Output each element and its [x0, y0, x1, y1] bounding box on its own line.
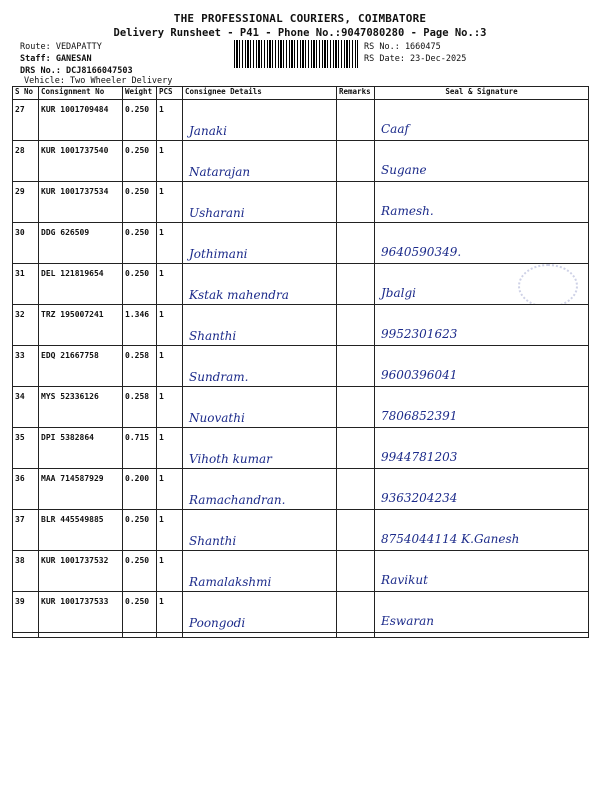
- runsheet-subtitle: Delivery Runsheet - P41 - Phone No.:9047080280 - Page No.:3: [113, 27, 487, 39]
- consignee-cell: [183, 264, 337, 305]
- sno-cell: [13, 100, 39, 141]
- weight-cell: [123, 305, 157, 346]
- consignment-value: DEL 121819654: [41, 269, 104, 278]
- weight-value: 0.250: [125, 187, 150, 196]
- weight-value: 0.250: [125, 228, 150, 237]
- consignment-value: BLR 445549885: [41, 515, 104, 524]
- seal-cell: [375, 551, 589, 592]
- consignee-cell: [183, 510, 337, 551]
- sno-value: 38: [15, 556, 25, 565]
- pcs-cell: [157, 141, 183, 182]
- remarks-cell: [337, 141, 375, 182]
- company-title: THE PROFESSIONAL COURIERS, COIMBATORE: [173, 12, 427, 25]
- consignment-cell: [39, 305, 123, 346]
- col-header-seal: Seal & Signature: [375, 87, 589, 100]
- pcs-cell: [157, 223, 183, 264]
- pcs-cell: [157, 428, 183, 469]
- consignee-cell: [183, 223, 337, 264]
- route-label: Route: VEDAPATTY: [20, 42, 102, 52]
- sno-value: 27: [15, 105, 25, 114]
- consignment-value: KUR 1001709484: [41, 105, 109, 114]
- table-row: [13, 346, 589, 387]
- weight-value: 0.250: [125, 146, 150, 155]
- consignment-cell: [39, 223, 123, 264]
- consignment-value: MAA 714587929: [41, 474, 104, 483]
- pcs-value: 1: [159, 105, 164, 114]
- table-row: [13, 264, 589, 305]
- seal-cell: [375, 387, 589, 428]
- seal-cell: [375, 346, 589, 387]
- sno-value: 32: [15, 310, 25, 319]
- seal-value: Ramesh.: [381, 204, 434, 218]
- pcs-value: 1: [159, 187, 164, 196]
- sno-cell: [13, 387, 39, 428]
- consignment-cell: [39, 428, 123, 469]
- consignment-cell: [39, 182, 123, 223]
- sno-cell: [13, 551, 39, 592]
- seal-cell: [375, 141, 589, 182]
- drs-number: DRS No.: DCJ8166047503: [20, 66, 133, 76]
- weight-cell: [123, 223, 157, 264]
- seal-cell: [375, 223, 589, 264]
- consignment-value: DPI 5382864: [41, 433, 94, 442]
- sno-value: 31: [15, 269, 25, 278]
- seal-value: 8754044114 K.Ganesh: [381, 532, 520, 546]
- col-header-consignment: Consignment No: [39, 87, 123, 100]
- consignment-cell: [39, 510, 123, 551]
- consignment-value: KUR 1001737533: [41, 597, 109, 606]
- pcs-cell: [157, 346, 183, 387]
- consignment-value: MYS 52336126: [41, 392, 99, 401]
- empty-cell: [157, 633, 183, 638]
- remarks-cell: [337, 592, 375, 633]
- consignee-cell: [183, 428, 337, 469]
- consignment-cell: [39, 100, 123, 141]
- remarks-cell: [337, 346, 375, 387]
- consignment-value: TRZ 195007241: [41, 310, 104, 319]
- seal-value: Caaf: [381, 122, 409, 136]
- consignment-cell: [39, 551, 123, 592]
- weight-cell: [123, 100, 157, 141]
- table-row: [13, 387, 589, 428]
- empty-cell: [183, 633, 337, 638]
- weight-value: 0.258: [125, 392, 150, 401]
- pcs-cell: [157, 592, 183, 633]
- pcs-value: 1: [159, 310, 164, 319]
- consignment-value: KUR 1001737534: [41, 187, 109, 196]
- pcs-value: 1: [159, 392, 164, 401]
- weight-value: 0.715: [125, 433, 150, 442]
- pcs-value: 1: [159, 597, 164, 606]
- consignment-cell: [39, 592, 123, 633]
- weight-cell: [123, 264, 157, 305]
- barcode-image: [234, 40, 358, 68]
- col-header-remarks: Remarks: [337, 87, 375, 100]
- weight-cell: [123, 346, 157, 387]
- sno-cell: [13, 592, 39, 633]
- delivery-table: [12, 86, 589, 638]
- remarks-cell: [337, 182, 375, 223]
- weight-value: 0.250: [125, 269, 150, 278]
- seal-value: Eswaran: [381, 614, 434, 628]
- seal-value: 9944781203: [381, 450, 458, 464]
- pcs-value: 1: [159, 351, 164, 360]
- seal-cell: [375, 182, 589, 223]
- sno-value: 37: [15, 515, 25, 524]
- weight-cell: [123, 387, 157, 428]
- weight-value: 1.346: [125, 310, 150, 319]
- sno-value: 28: [15, 146, 25, 155]
- pcs-value: 1: [159, 269, 164, 278]
- consignee-cell: [183, 100, 337, 141]
- sno-cell: [13, 182, 39, 223]
- seal-value: 9363204234: [381, 491, 458, 505]
- remarks-cell: [337, 264, 375, 305]
- weight-cell: [123, 551, 157, 592]
- rs-date: RS Date: 23-Dec-2025: [364, 54, 467, 64]
- consignee-value: Jothimani: [189, 247, 248, 261]
- col-header-consignee: Consignee Details: [183, 87, 337, 100]
- sno-cell: [13, 428, 39, 469]
- seal-cell: [375, 428, 589, 469]
- weight-value: 0.250: [125, 515, 150, 524]
- consignee-value: Sundram.: [189, 370, 249, 384]
- consignment-value: EDQ 21667758: [41, 351, 99, 360]
- consignee-value: Ramachandran.: [189, 493, 286, 507]
- remarks-cell: [337, 428, 375, 469]
- weight-cell: [123, 510, 157, 551]
- consignee-value: Vihoth kumar: [189, 452, 272, 466]
- table-row: [13, 182, 589, 223]
- table-row: [13, 592, 589, 633]
- col-header-pcs: PCS: [157, 87, 183, 100]
- remarks-cell: [337, 510, 375, 551]
- consignment-cell: [39, 469, 123, 510]
- seal-value: Sugane: [381, 163, 427, 177]
- consignment-cell: [39, 141, 123, 182]
- seal-value: 7806852391: [381, 409, 458, 423]
- seal-value: 9952301623: [381, 327, 458, 341]
- weight-value: 0.250: [125, 556, 150, 565]
- weight-cell: [123, 182, 157, 223]
- seal-value: Ravikut: [381, 573, 428, 587]
- consignment-cell: [39, 346, 123, 387]
- pcs-cell: [157, 182, 183, 223]
- empty-cell: [375, 633, 589, 638]
- weight-value: 0.200: [125, 474, 150, 483]
- seal-value: Jbalgi: [381, 286, 417, 300]
- pcs-value: 1: [159, 556, 164, 565]
- table-row: [13, 100, 589, 141]
- consignee-value: Shanthi: [189, 329, 237, 343]
- pcs-value: 1: [159, 515, 164, 524]
- remarks-cell: [337, 469, 375, 510]
- consignee-cell: [183, 182, 337, 223]
- table-row-empty: [13, 633, 589, 638]
- pcs-value: 1: [159, 474, 164, 483]
- consignee-value: Janaki: [189, 124, 227, 138]
- weight-cell: [123, 469, 157, 510]
- pcs-cell: [157, 100, 183, 141]
- consignee-value: Usharani: [189, 206, 245, 220]
- consignee-value: Shanthi: [189, 534, 237, 548]
- table-header-row: [13, 87, 589, 100]
- remarks-cell: [337, 387, 375, 428]
- weight-value: 0.250: [125, 105, 150, 114]
- sno-cell: [13, 264, 39, 305]
- sno-cell: [13, 510, 39, 551]
- vehicle-label: Vehicle: Two Wheeler Delivery: [24, 76, 173, 86]
- pcs-cell: [157, 264, 183, 305]
- weight-cell: [123, 428, 157, 469]
- consignment-value: KUR 1001737540: [41, 146, 109, 155]
- seal-cell: [375, 100, 589, 141]
- sno-value: 33: [15, 351, 25, 360]
- consignment-cell: [39, 264, 123, 305]
- consignee-cell: [183, 469, 337, 510]
- sno-value: 29: [15, 187, 25, 196]
- empty-cell: [337, 633, 375, 638]
- consignee-value: Ramalakshmi: [189, 575, 272, 589]
- seal-cell: [375, 592, 589, 633]
- table-row: [13, 428, 589, 469]
- sno-cell: [13, 469, 39, 510]
- col-header-sno: S No: [13, 87, 39, 100]
- sno-cell: [13, 141, 39, 182]
- remarks-cell: [337, 551, 375, 592]
- table-row: [13, 305, 589, 346]
- sno-cell: [13, 346, 39, 387]
- pcs-value: 1: [159, 146, 164, 155]
- pcs-cell: [157, 510, 183, 551]
- consignee-cell: [183, 305, 337, 346]
- weight-cell: [123, 592, 157, 633]
- empty-cell: [39, 633, 123, 638]
- remarks-cell: [337, 223, 375, 264]
- sno-cell: [13, 223, 39, 264]
- staff-label: Staff: GANESAN: [20, 54, 92, 64]
- consignee-cell: [183, 141, 337, 182]
- sno-cell: [13, 305, 39, 346]
- table-row: [13, 223, 589, 264]
- consignee-cell: [183, 346, 337, 387]
- table-row: [13, 510, 589, 551]
- pcs-value: 1: [159, 433, 164, 442]
- pcs-cell: [157, 387, 183, 428]
- consignee-cell: [183, 387, 337, 428]
- seal-cell: [375, 510, 589, 551]
- table-row: [13, 141, 589, 182]
- seal-cell: [375, 305, 589, 346]
- pcs-cell: [157, 551, 183, 592]
- rs-number: RS No.: 1660475: [364, 42, 441, 52]
- seal-value: 9640590349.: [381, 245, 462, 259]
- sno-value: 35: [15, 433, 25, 442]
- remarks-cell: [337, 100, 375, 141]
- weight-value: 0.258: [125, 351, 150, 360]
- seal-value: 9600396041: [381, 368, 458, 382]
- seal-cell: [375, 469, 589, 510]
- pcs-cell: [157, 469, 183, 510]
- table-row: [13, 551, 589, 592]
- sno-value: 30: [15, 228, 25, 237]
- remarks-cell: [337, 305, 375, 346]
- sno-value: 34: [15, 392, 25, 401]
- consignment-value: KUR 1001737532: [41, 556, 109, 565]
- sno-value: 36: [15, 474, 25, 483]
- empty-cell: [13, 633, 39, 638]
- weight-value: 0.250: [125, 597, 150, 606]
- consignment-value: DDG 626509: [41, 228, 90, 237]
- consignee-cell: [183, 551, 337, 592]
- empty-cell: [123, 633, 157, 638]
- consignment-cell: [39, 387, 123, 428]
- consignee-cell: [183, 592, 337, 633]
- seal-cell: [375, 264, 589, 305]
- seal-stamp-icon: [518, 264, 578, 305]
- consignee-value: Natarajan: [189, 165, 251, 179]
- weight-cell: [123, 141, 157, 182]
- consignee-value: Nuovathi: [189, 411, 245, 425]
- col-header-weight: Weight: [123, 87, 157, 100]
- consignee-value: Poongodi: [189, 616, 246, 630]
- consignee-value: Kstak mahendra: [189, 288, 289, 302]
- pcs-cell: [157, 305, 183, 346]
- pcs-value: 1: [159, 228, 164, 237]
- sno-value: 39: [15, 597, 25, 606]
- table-row: [13, 469, 589, 510]
